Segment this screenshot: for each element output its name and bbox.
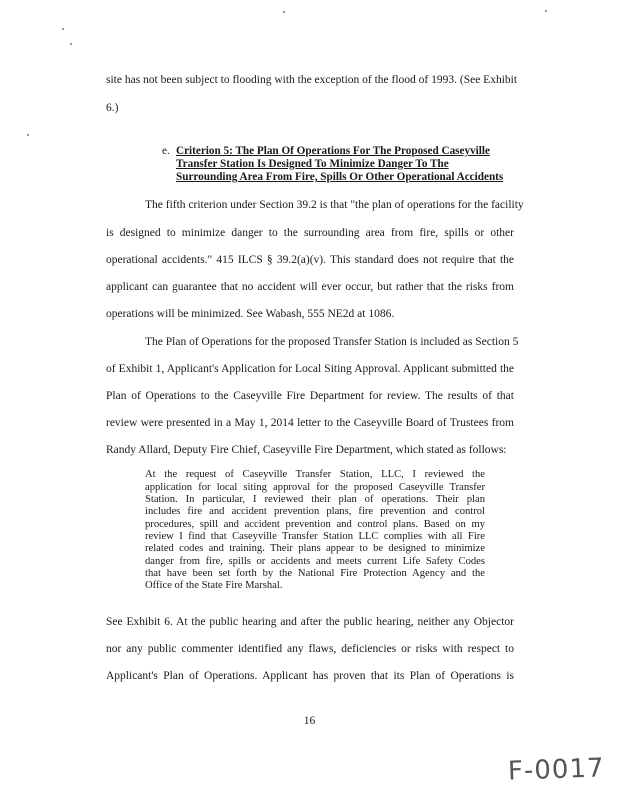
scan-speck <box>283 11 285 13</box>
body-line: applicant can guarantee that no accident will ever occur, but rather that the risks from <box>106 281 514 293</box>
quote-line: danger from fire, spills or accidents and meets current Life Safety Codes <box>145 556 485 567</box>
body-line: is designed to minimize danger to the surrounding area from fire, spills or other <box>106 227 514 239</box>
section-heading <box>162 144 514 158</box>
body-line: site has not been subject to flooding with the exception of the flood of 1993. (See Exhibit <box>106 74 518 86</box>
body-line: operations will be minimized. See Wabash, 555 NE2d at 1086. <box>106 308 395 320</box>
body-line: Randy Allard, Deputy Fire Chief, Caseyville Fire Department, which stated as follows: <box>106 444 507 456</box>
body-line: of Exhibit 1, Applicant's Application for Local Siting Approval. Applicant submitted the <box>106 363 514 375</box>
body-line: review were presented in a May 1, 2014 letter to the Caseyville Board of Trustees from <box>106 417 514 429</box>
body-line: The Plan of Operations for the proposed Transfer Station is included as Section 5 <box>145 336 519 348</box>
heading-line: Criterion 5: The Plan Of Operations For The Proposed Caseyville <box>176 145 490 157</box>
page-number: 16 <box>303 715 316 727</box>
scan-speck <box>70 43 72 45</box>
quote-line: Station. In particular, I reviewed their plan of operations. Their plan <box>145 494 485 505</box>
body-line: Plan of Operations to the Caseyville Fire Department for review. The results of that <box>106 390 514 402</box>
quote-line: Office of the State Fire Marshal. <box>145 580 283 591</box>
body-line: nor any public commenter identified any flaws, deficiencies or risks with respect to <box>106 643 514 655</box>
quote-line: At the request of Caseyville Transfer Station, LLC, I reviewed the <box>145 469 485 480</box>
body-line: See Exhibit 6. At the public hearing and after the public hearing, neither any Objector <box>106 616 514 628</box>
heading-line: Surrounding Area From Fire, Spills Or Other Operational Accidents <box>176 171 504 183</box>
quote-line: review I find that Caseyville Transfer Station LLC complies with all Fire <box>145 531 485 542</box>
body-line: 6.) <box>106 102 119 114</box>
quote-line: procedures, spill and accident prevention and control plans. Based on my <box>145 519 485 530</box>
heading-line: Transfer Station Is Designed To Minimize Danger To The <box>176 158 449 170</box>
scan-speck <box>27 134 29 136</box>
bates-stamp: F-0017 <box>507 753 606 787</box>
body-line: Applicant's Plan of Operations. Applicant has proven that its Plan of Operations is <box>106 670 514 682</box>
scan-speck <box>545 10 547 12</box>
heading-marker: e. <box>162 145 170 157</box>
quote-line: related codes and training. Their plans appear to be designed to minimize <box>145 543 485 554</box>
quote-line: application for local siting approval for the proposed Caseyville Transfer <box>145 482 485 493</box>
body-line: The fifth criterion under Section 39.2 is that "the plan of operations for the facility <box>145 199 524 211</box>
scan-speck <box>62 28 64 30</box>
quote-line: includes fire and accident prevention plans, fire prevention and control <box>145 506 485 517</box>
quote-line: that have been set forth by the National Fire Protection Agency and the <box>145 568 485 579</box>
body-line: operational accidents." 415 ILCS § 39.2(a)(v). This standard does not require that the <box>106 254 514 266</box>
